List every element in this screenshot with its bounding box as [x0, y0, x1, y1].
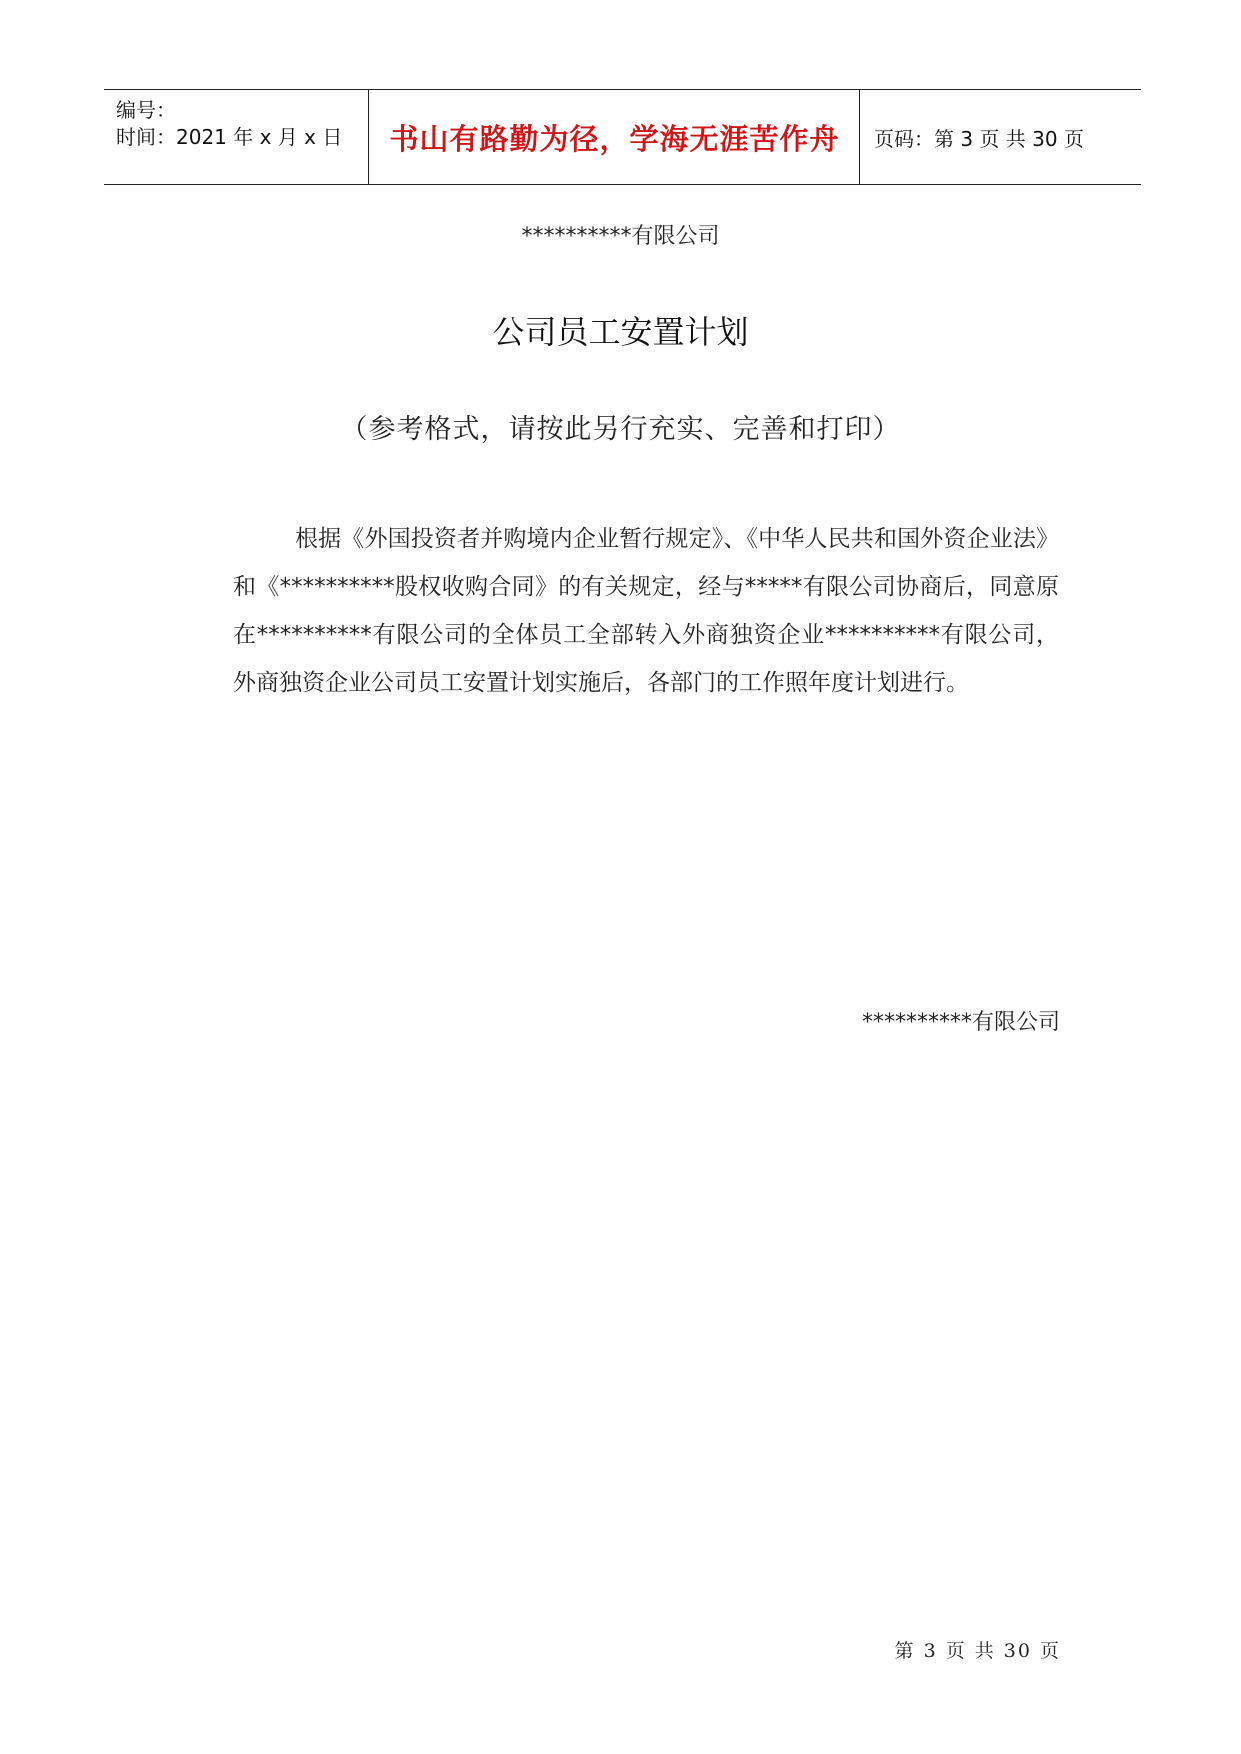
header-page-info: 页码：第 3 页 共 30 页 [874, 126, 1084, 151]
body-paragraph: 根据《外国投资者并购境内企业暂行规定》、《中华人民共和国外资企业法》和《**********股权收购合同》的有关规定，经与*****有限公司协商后，同意原在**********有限公司的全体员工全部转入外商独资企业**********有限公司，外商独资企业公司员工安置计划实施后，各部门的工作照年度计划进行。 [233, 526, 1059, 696]
page-footer: 第 3 页 共 30 页 [894, 1640, 1061, 1662]
header-divider [368, 90, 369, 184]
header-time: 时间：2021 年 x 月 x 日 [116, 125, 343, 149]
header-divider [859, 90, 860, 184]
document-title: 公司员工安置计划 [492, 313, 749, 351]
company-name-top: **********有限公司 [521, 224, 720, 249]
header-motto: 书山有路勤为径，学海无涯苦作舟 [389, 121, 840, 156]
header-number-label: 编号： [116, 98, 176, 122]
document-subtitle: （参考格式，请按此另行充实、完善和打印） [340, 414, 901, 445]
page-header [104, 89, 1141, 185]
company-signature: **********有限公司 [861, 1010, 1060, 1035]
